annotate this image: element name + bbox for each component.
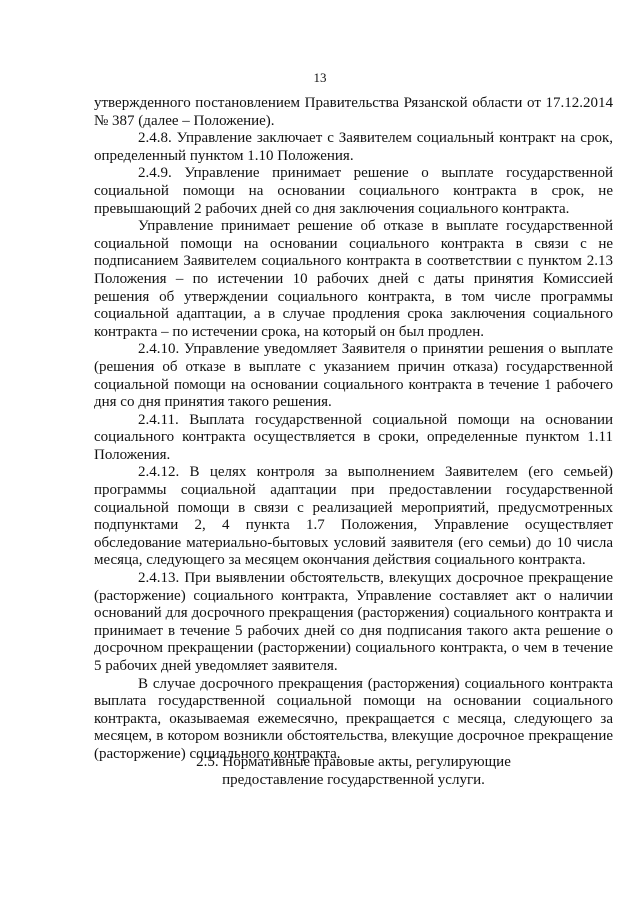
paragraph-2-4-11: 2.4.11. Выплата государственной социальной помощи на основании социального контракта осуществляется в сроки, определенные пунктом 1.11 Положения. bbox=[94, 411, 613, 463]
section-heading-line-2: предоставление государственной услуги. bbox=[222, 772, 485, 788]
paragraph-2-4-10: 2.4.10. Управление уведомляет Заявителя о принятии решения о выплате (решения об отказе в выплате с указанием причин отказа) государственной социальной помощи на основании социального контракта в течение 1 рабочего дня со дня принятия такого решения. bbox=[94, 341, 613, 411]
paragraph-refusal: Управление принимает решение об отказе в выплате государственной социальной помощи на основании социального контракта в связи с не подписанием Заявителем социального контракта в соответствии с пунктом 2.13 Положения – по истечении 10 рабочих дней с даты принятия Комиссией решения об утверждении социального контракта, в том числе программы социальной адаптации, а в случае продления срока заключения социального контракта – по истечении срока, на который он был продлен. bbox=[94, 218, 613, 340]
paragraph-2-4-9: 2.4.9. Управление принимает решение о выплате государственной социальной помощи на основании социального контракта в срок, не превышающий 2 рабочих дней со дня заключения социального контракта. bbox=[94, 165, 613, 217]
paragraph-2-4-8: 2.4.8. Управление заключает с Заявителем социальный контракт на срок, определенный пунктом 1.10 Положения. bbox=[94, 130, 613, 164]
paragraph-2-4-13: 2.4.13. При выявлении обстоятельств, влекущих досрочное прекращение (расторжение) социального контракта, Управление составляет акт о наличии оснований для досрочного прекращения (расторжения) социального контракта и принимает в течение 5 рабочих дней со дня подписания такого акта решение о досрочном прекращении (расторжении) социального контракта, о чем в течение 5 рабочих дней уведомляет заявителя. bbox=[94, 570, 613, 674]
section-heading bbox=[94, 753, 613, 789]
paragraph-continuation: утвержденного постановлением Правительства Рязанской области от 17.12.2014 № 387 (далее – Положение). bbox=[94, 95, 613, 129]
page-number: 13 bbox=[313, 70, 327, 85]
paragraph-early-termination: В случае досрочного прекращения (расторжения) социального контракта выплата государственной социальной помощи на основании социального контракта, оказываемая ежемесячно, прекращается с месяца, следующего за месяцем, в котором возникли обстоятельства, влекущие досрочное прекращение (расторжение) социального контракта. bbox=[94, 675, 613, 762]
section-heading-line-1: 2.5. Нормативные правовые акты, регулирующие bbox=[196, 754, 511, 770]
paragraph-2-4-12: 2.4.12. В целях контроля за выполнением Заявителем (его семьей) программы социальной адаптации при предоставлении государственной социальной помощи в связи с реализацией мероприятий, предусмотренных подпунктами 2, 4 пункта 1.7 Положения, Управление осуществляет обследование материально-бытовых условий заявителя (его семьи) до 10 числа месяца, следующего за месяцем окончания действия социального контракта. bbox=[94, 464, 613, 569]
document-body bbox=[94, 95, 613, 764]
